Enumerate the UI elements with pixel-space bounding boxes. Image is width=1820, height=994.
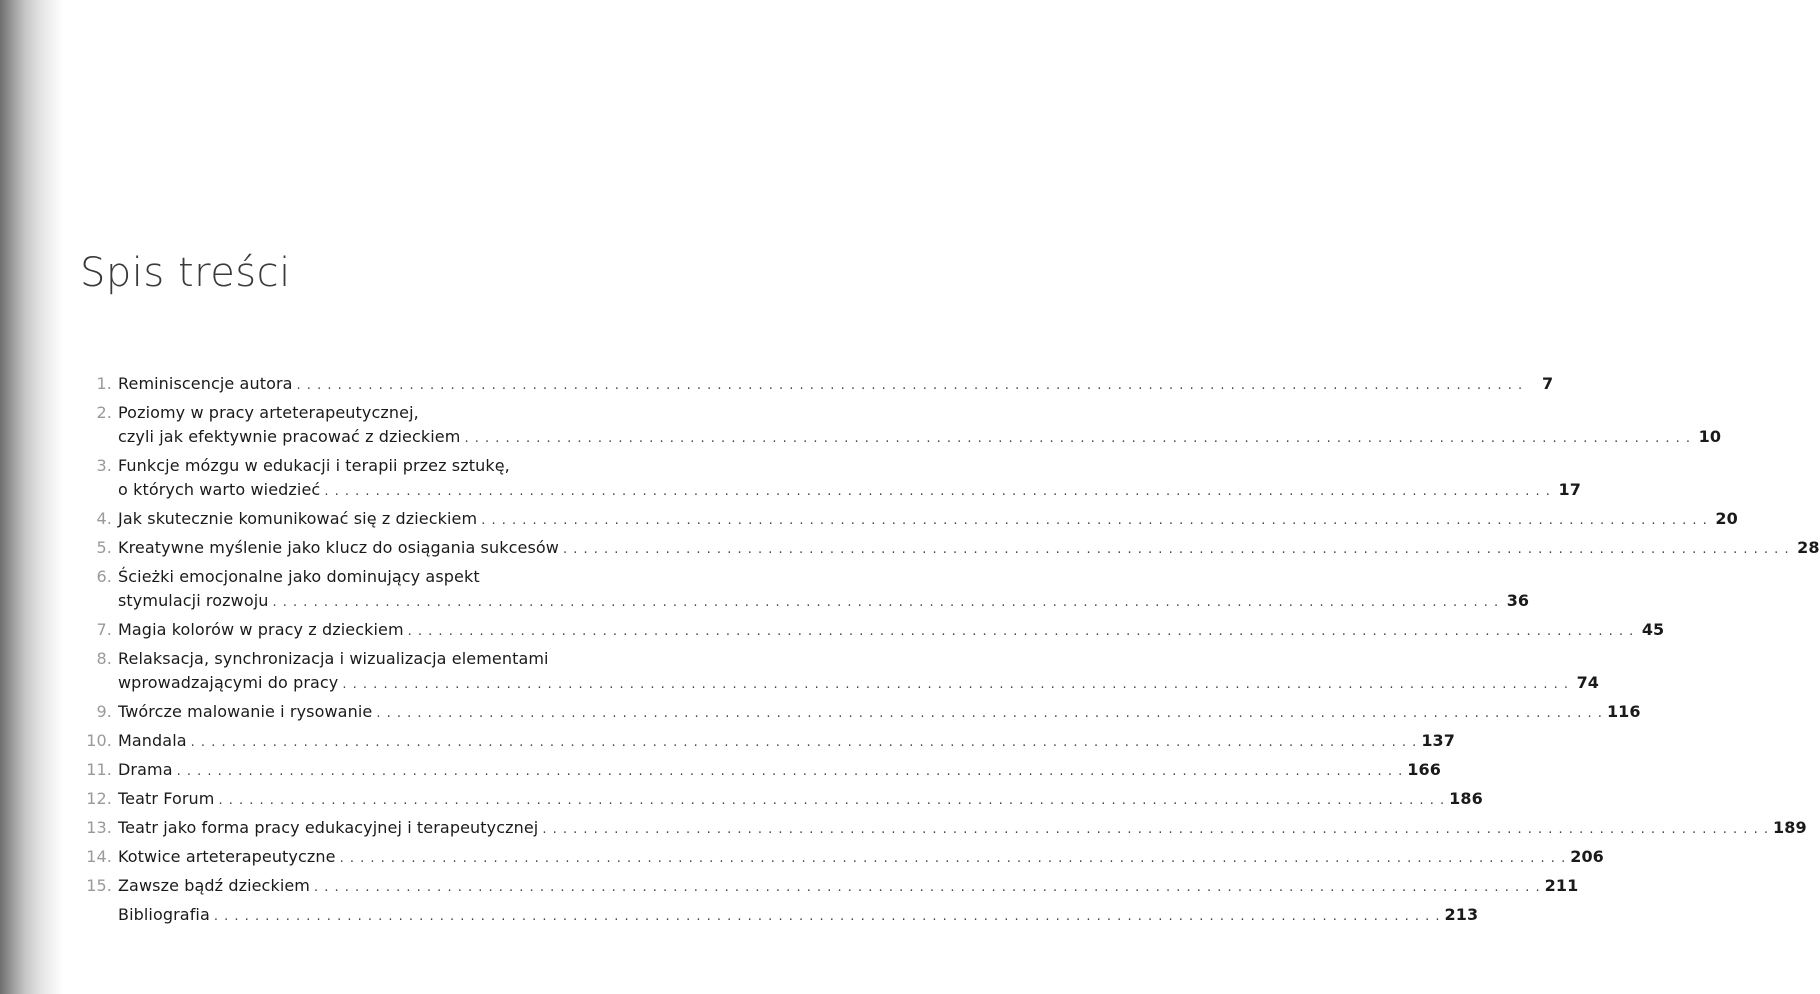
entry-number	[82, 903, 118, 929]
entry-number: 2.	[96, 403, 112, 422]
entry-last-line	[118, 425, 1722, 451]
page-number: 10	[1698, 427, 1722, 446]
entry-last-line	[118, 507, 1738, 533]
page-number: 213	[1444, 905, 1479, 924]
entry-body	[118, 401, 1722, 451]
page-number: 206	[1570, 847, 1604, 866]
entry-title-line: Teatr Forum	[118, 789, 215, 808]
toc-entry	[82, 507, 1738, 533]
entry-number: 5.	[96, 538, 112, 557]
entry-title-line: wprowadzającymi do pracy	[118, 673, 339, 692]
book-spine-shadow	[0, 0, 64, 994]
entry-number: 7.	[96, 620, 112, 639]
dot-leader: . . . . . . . . . . . . . . . . . . . . . . . . . . . . . . . . . . . . . . . . . . . . . . . . . . . . . . . . . . . . . . . . . . . . . . . . . . . . . . . . . . . . . . . . . . . . . . . . . . . . . . . . . . . . . . . . . . . . . . . .	[218, 793, 1446, 808]
toc-entry	[82, 787, 1483, 813]
page-number: 17	[1558, 480, 1581, 499]
page-number: 166	[1407, 760, 1441, 779]
entry-body	[118, 874, 1579, 900]
toc-entry	[82, 536, 1820, 562]
toc-entry	[82, 618, 1665, 644]
entry-body	[118, 758, 1441, 784]
toc-entry	[82, 454, 1581, 504]
dot-leader: . . . . . . . . . . . . . . . . . . . . . . . . . . . . . . . . . . . . . . . . . . . . . . . . . . . . . . . . . . . . . . . . . . . . . . . . . . . . . . . . . . . . . . . . . . . . . . . . . . . . . . . . . . . . . . . . . . . . . . . .	[542, 822, 1769, 837]
dot-leader: . . . . . . . . . . . . . . . . . . . . . . . . . . . . . . . . . . . . . . . . . . . . . . . . . . . . . . . . . . . . . . . . . . . . . . . . . . . . . . . . . . . . . . . . . . . . . . . . . . . . . . . . . . . . . . . . . . . . . . . .	[339, 851, 1567, 866]
entry-number: 12.	[86, 789, 112, 808]
entry-number: 4.	[96, 509, 112, 528]
entry-title-line: Poziomy w pracy arteterapeutycznej,	[118, 403, 419, 422]
dot-leader: . . . . . . . . . . . . . . . . . . . . . . . . . . . . . . . . . . . . . . . . . . . . . . . . . . . . . . . . . . . . . . . . . . . . . . . . . . . . . . . . . . . . . . . . . . . . . . . . . . . . . . . . . . . . . . . . . . . . . . . .	[190, 735, 1418, 750]
entry-title-line: Kotwice arteterapeutyczne	[118, 847, 336, 866]
entry-body	[118, 454, 1581, 504]
entry-title-line: Ścieżki emocjonalne jako dominujący aspekt	[118, 567, 480, 586]
page-title: Spis treści	[80, 250, 291, 296]
entry-last-line	[118, 787, 1483, 813]
entry-body	[118, 536, 1820, 562]
entry-last-line	[118, 700, 1641, 726]
page-number: 74	[1576, 673, 1600, 692]
page-number: 7	[1541, 374, 1554, 393]
entry-number: 10.	[86, 731, 112, 750]
dot-leader: . . . . . . . . . . . . . . . . . . . . . . . . . . . . . . . . . . . . . . . . . . . . . . . . . . . . . . . . . . . . . . . . . . . . . . . . . . . . . . . . . . . . . . . . . . . . . . . . . . . . . . . . . . . . . . . . . . . . . . . .	[296, 378, 1524, 393]
dot-leader: . . . . . . . . . . . . . . . . . . . . . . . . . . . . . . . . . . . . . . . . . . . . . . . . . . . . . . . . . . . . . . . . . . . . . . . . . . . . . . . . . . . . . . . . . . . . . . . . . . . . . . . . . . . . . . . . . . . . . . . .	[324, 484, 1551, 499]
page-number: 28	[1797, 538, 1820, 557]
entry-title-line: Kreatywne myślenie jako klucz do osiągania sukcesów	[118, 538, 559, 557]
entry-body	[118, 372, 1554, 398]
entry-last-line	[118, 903, 1479, 929]
entry-title-line: Relaksacja, synchronizacja i wizualizacja elementami	[118, 649, 549, 668]
entry-last-line	[118, 536, 1820, 562]
dot-leader: . . . . . . . . . . . . . . . . . . . . . . . . . . . . . . . . . . . . . . . . . . . . . . . . . . . . . . . . . . . . . . . . . . . . . . . . . . . . . . . . . . . . . . . . . . . . . . . . . . . . . . . . . . . . . . . . . . . . . . . .	[376, 706, 1603, 721]
entry-title-line: czyli jak efektywnie pracować z dzieckiem	[118, 427, 461, 446]
page-number: 36	[1506, 591, 1530, 610]
toc-entry	[82, 401, 1722, 451]
toc-entry	[82, 758, 1441, 784]
toc-entry	[82, 903, 1479, 929]
entry-last-line	[118, 874, 1579, 900]
entry-body	[118, 729, 1456, 755]
entry-number: 3.	[96, 456, 112, 475]
entry-body	[118, 618, 1665, 644]
page-number: 137	[1421, 731, 1456, 750]
entry-last-line	[118, 729, 1456, 755]
dot-leader: . . . . . . . . . . . . . . . . . . . . . . . . . . . . . . . . . . . . . . . . . . . . . . . . . . . . . . . . . . . . . . . . . . . . . . . . . . . . . . . . . . . . . . . . . . . . . . . . . . . . . . . . . . . . . . . . . . . . . . . .	[342, 677, 1570, 692]
entry-number: 6.	[96, 567, 112, 586]
entry-body	[118, 565, 1530, 615]
entry-title-line: Zawsze bądź dzieckiem	[118, 876, 310, 895]
entry-number: 14.	[86, 847, 112, 866]
entry-number: 8.	[96, 649, 112, 668]
page-number: 211	[1544, 876, 1579, 895]
entry-last-line	[118, 478, 1581, 504]
toc-entry	[82, 874, 1579, 900]
dot-leader: . . . . . . . . . . . . . . . . . . . . . . . . . . . . . . . . . . . . . . . . . . . . . . . . . . . . . . . . . . . . . . . . . . . . . . . . . . . . . . . . . . . . . . . . . . . . . . . . . . . . . . . . . . . . . . . . . . . . . . . .	[176, 764, 1404, 779]
toc-entry	[82, 845, 1604, 871]
entry-body	[118, 700, 1641, 726]
entry-number: 1.	[96, 374, 112, 393]
dot-leader: . . . . . . . . . . . . . . . . . . . . . . . . . . . . . . . . . . . . . . . . . . . . . . . . . . . . . . . . . . . . . . . . . . . . . . . . . . . . . . . . . . . . . . . . . . . . . . . . . . . . . . . . . . . . . . . . . . . . . . . .	[213, 909, 1441, 924]
entry-body	[118, 787, 1483, 813]
entry-number: 11.	[86, 760, 112, 779]
entry-title-line: Drama	[118, 760, 173, 779]
dot-leader: . . . . . . . . . . . . . . . . . . . . . . . . . . . . . . . . . . . . . . . . . . . . . . . . . . . . . . . . . . . . . . . . . . . . . . . . . . . . . . . . . . . . . . . . . . . . . . . . . . . . . . . . . . . . . . . . . . . . . . . .	[464, 431, 1692, 446]
entry-title-line: o których warto wiedzieć	[118, 480, 321, 499]
toc-entry	[82, 372, 1554, 398]
entry-body	[118, 903, 1479, 929]
entry-title-line: Teatr jako forma pracy edukacyjnej i terapeutycznej	[118, 818, 539, 837]
entry-last-line	[118, 618, 1665, 644]
entry-title-line: Bibliografia	[118, 905, 210, 924]
page-number: 45	[1641, 620, 1665, 639]
dot-leader: . . . . . . . . . . . . . . . . . . . . . . . . . . . . . . . . . . . . . . . . . . . . . . . . . . . . . . . . . . . . . . . . . . . . . . . . . . . . . . . . . . . . . . . . . . . . . . . . . . . . . . . . . . . . . . . . . . . . . . . .	[272, 595, 1500, 610]
entry-body	[118, 845, 1604, 871]
dot-leader: . . . . . . . . . . . . . . . . . . . . . . . . . . . . . . . . . . . . . . . . . . . . . . . . . . . . . . . . . . . . . . . . . . . . . . . . . . . . . . . . . . . . . . . . . . . . . . . . . . . . . . . . . . . . . . . . . . . . . . . .	[314, 880, 1541, 895]
entry-body	[118, 816, 1807, 842]
toc-entry	[82, 647, 1600, 697]
toc-entry	[82, 816, 1807, 842]
toc-entry	[82, 700, 1641, 726]
table-of-contents	[82, 372, 1820, 932]
entry-number: 15.	[86, 876, 112, 895]
entry-title-line: Mandala	[118, 731, 187, 750]
entry-title-line: Magia kolorów w pracy z dzieckiem	[118, 620, 404, 639]
entry-number: 13.	[86, 818, 112, 837]
dot-leader: . . . . . . . . . . . . . . . . . . . . . . . . . . . . . . . . . . . . . . . . . . . . . . . . . . . . . . . . . . . . . . . . . . . . . . . . . . . . . . . . . . . . . . . . . . . . . . . . . . . . . . . . . . . . . . . . . . . . . . . .	[407, 624, 1635, 639]
entry-last-line	[118, 372, 1554, 398]
entry-title-line: Reminiscencje autora	[118, 374, 293, 393]
entry-title-line: Jak skutecznie komunikować się z dzieckiem	[118, 509, 478, 528]
toc-entry	[82, 565, 1530, 615]
toc-entry	[82, 729, 1456, 755]
entry-title-line: stymulacji rozwoju	[118, 591, 269, 610]
entry-title-line: Funkcje mózgu w edukacji i terapii przez sztukę,	[118, 456, 510, 475]
entry-body	[118, 647, 1600, 697]
entry-last-line	[118, 845, 1604, 871]
page-number: 186	[1449, 789, 1483, 808]
page-number: 20	[1715, 509, 1738, 528]
entry-title-line: Twórcze malowanie i rysowanie	[118, 702, 373, 721]
entry-last-line	[118, 758, 1441, 784]
entry-last-line	[118, 816, 1807, 842]
entry-number: 9.	[96, 702, 112, 721]
dot-leader: . . . . . . . . . . . . . . . . . . . . . . . . . . . . . . . . . . . . . . . . . . . . . . . . . . . . . . . . . . . . . . . . . . . . . . . . . . . . . . . . . . . . . . . . . . . . . . . . . . . . . . . . . . . . . . . . . . . . . . . .	[481, 513, 1708, 528]
entry-last-line	[118, 671, 1600, 697]
entry-last-line	[118, 589, 1530, 615]
entry-body	[118, 507, 1738, 533]
dot-leader: . . . . . . . . . . . . . . . . . . . . . . . . . . . . . . . . . . . . . . . . . . . . . . . . . . . . . . . . . . . . . . . . . . . . . . . . . . . . . . . . . . . . . . . . . . . . . . . . . . . . . . . . . . . . . . . . . . . . . . . .	[562, 542, 1790, 557]
page-number: 189	[1772, 818, 1807, 837]
page-number: 116	[1606, 702, 1641, 721]
